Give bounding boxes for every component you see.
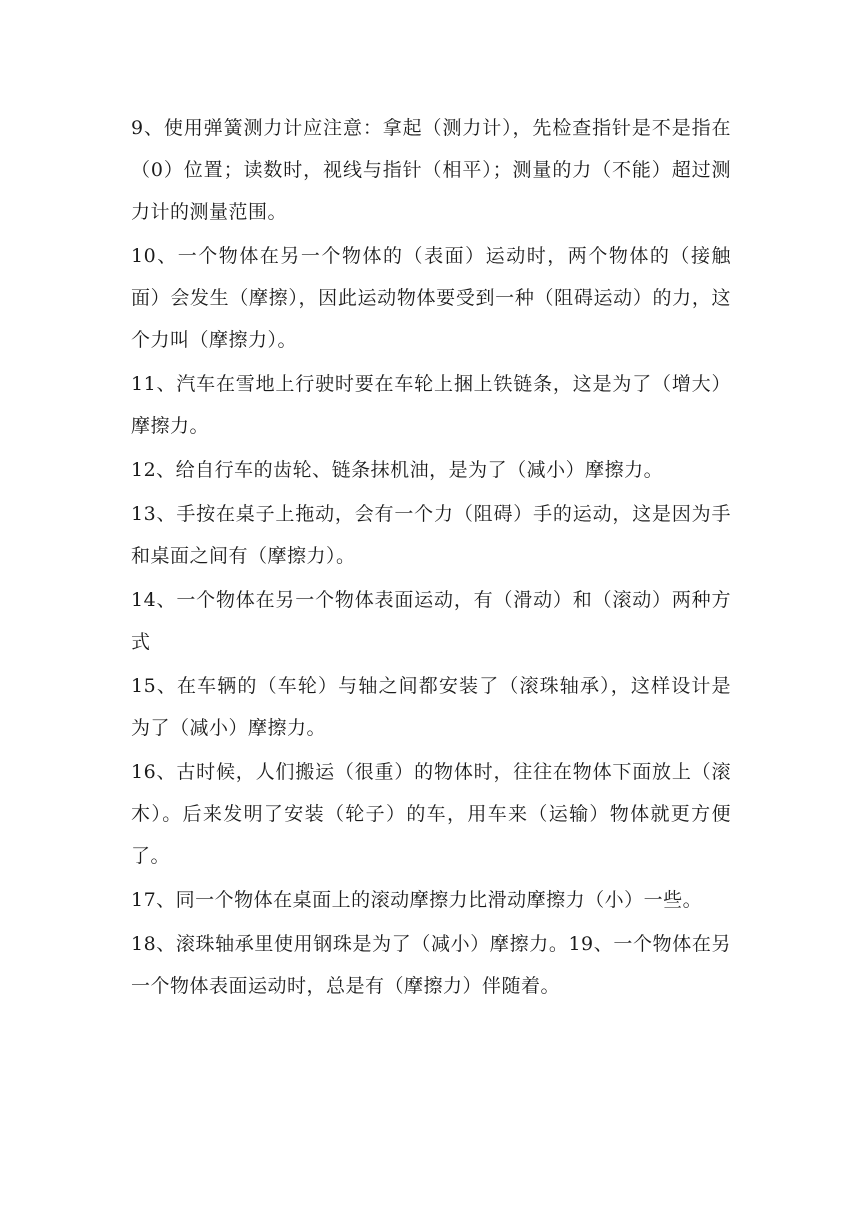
paragraph-18-19: 18、滚珠轴承里使用钢珠是为了（减小）摩擦力。19、一个物体在另一个物体表面运动时，总是有（摩擦力）伴随着。 bbox=[131, 933, 731, 997]
paragraph-13: 13、手按在桌子上拖动，会有一个力（阻碍）手的运动，这是因为手和桌面之间有（摩擦力）。 bbox=[131, 503, 731, 567]
paragraph-16: 16、古时候，人们搬运（很重）的物体时，往往在物体下面放上（滚木）。后来发明了安装（轮子）的车，用车来（运输）物体就更方便了。 bbox=[131, 761, 731, 867]
paragraph-10: 10、一个物体在另一个物体的（表面）运动时，两个物体的（接触面）会发生（摩擦），因此运动物体要受到一种（阻碍运动）的力，这个力叫（摩擦力）。 bbox=[131, 245, 731, 351]
paragraph-17: 17、同一个物体在桌面上的滚动摩擦力比滑动摩擦力（小）一些。 bbox=[131, 889, 703, 911]
paragraph-14: 14、一个物体在另一个物体表面运动，有（滑动）和（滚动）两种方式 bbox=[131, 589, 731, 653]
paragraph-11: 11、汽车在雪地上行驶时要在车轮上捆上铁链条，这是为了（增大）摩擦力。 bbox=[131, 373, 731, 437]
paragraph-9: 9、使用弹簧测力计应注意：拿起（测力计），先检查指针是不是指在（0）位置；读数时，视线与指针（相平）；测量的力（不能）超过测力计的测量范围。 bbox=[131, 117, 731, 223]
paragraph-12: 12、给自行车的齿轮、链条抹机油，是为了（减小）摩擦力。 bbox=[131, 459, 664, 481]
paragraph-15: 15、在车辆的（车轮）与轴之间都安装了（滚珠轴承），这样设计是为了（减小）摩擦力。 bbox=[131, 675, 731, 739]
document-body bbox=[131, 107, 731, 1007]
